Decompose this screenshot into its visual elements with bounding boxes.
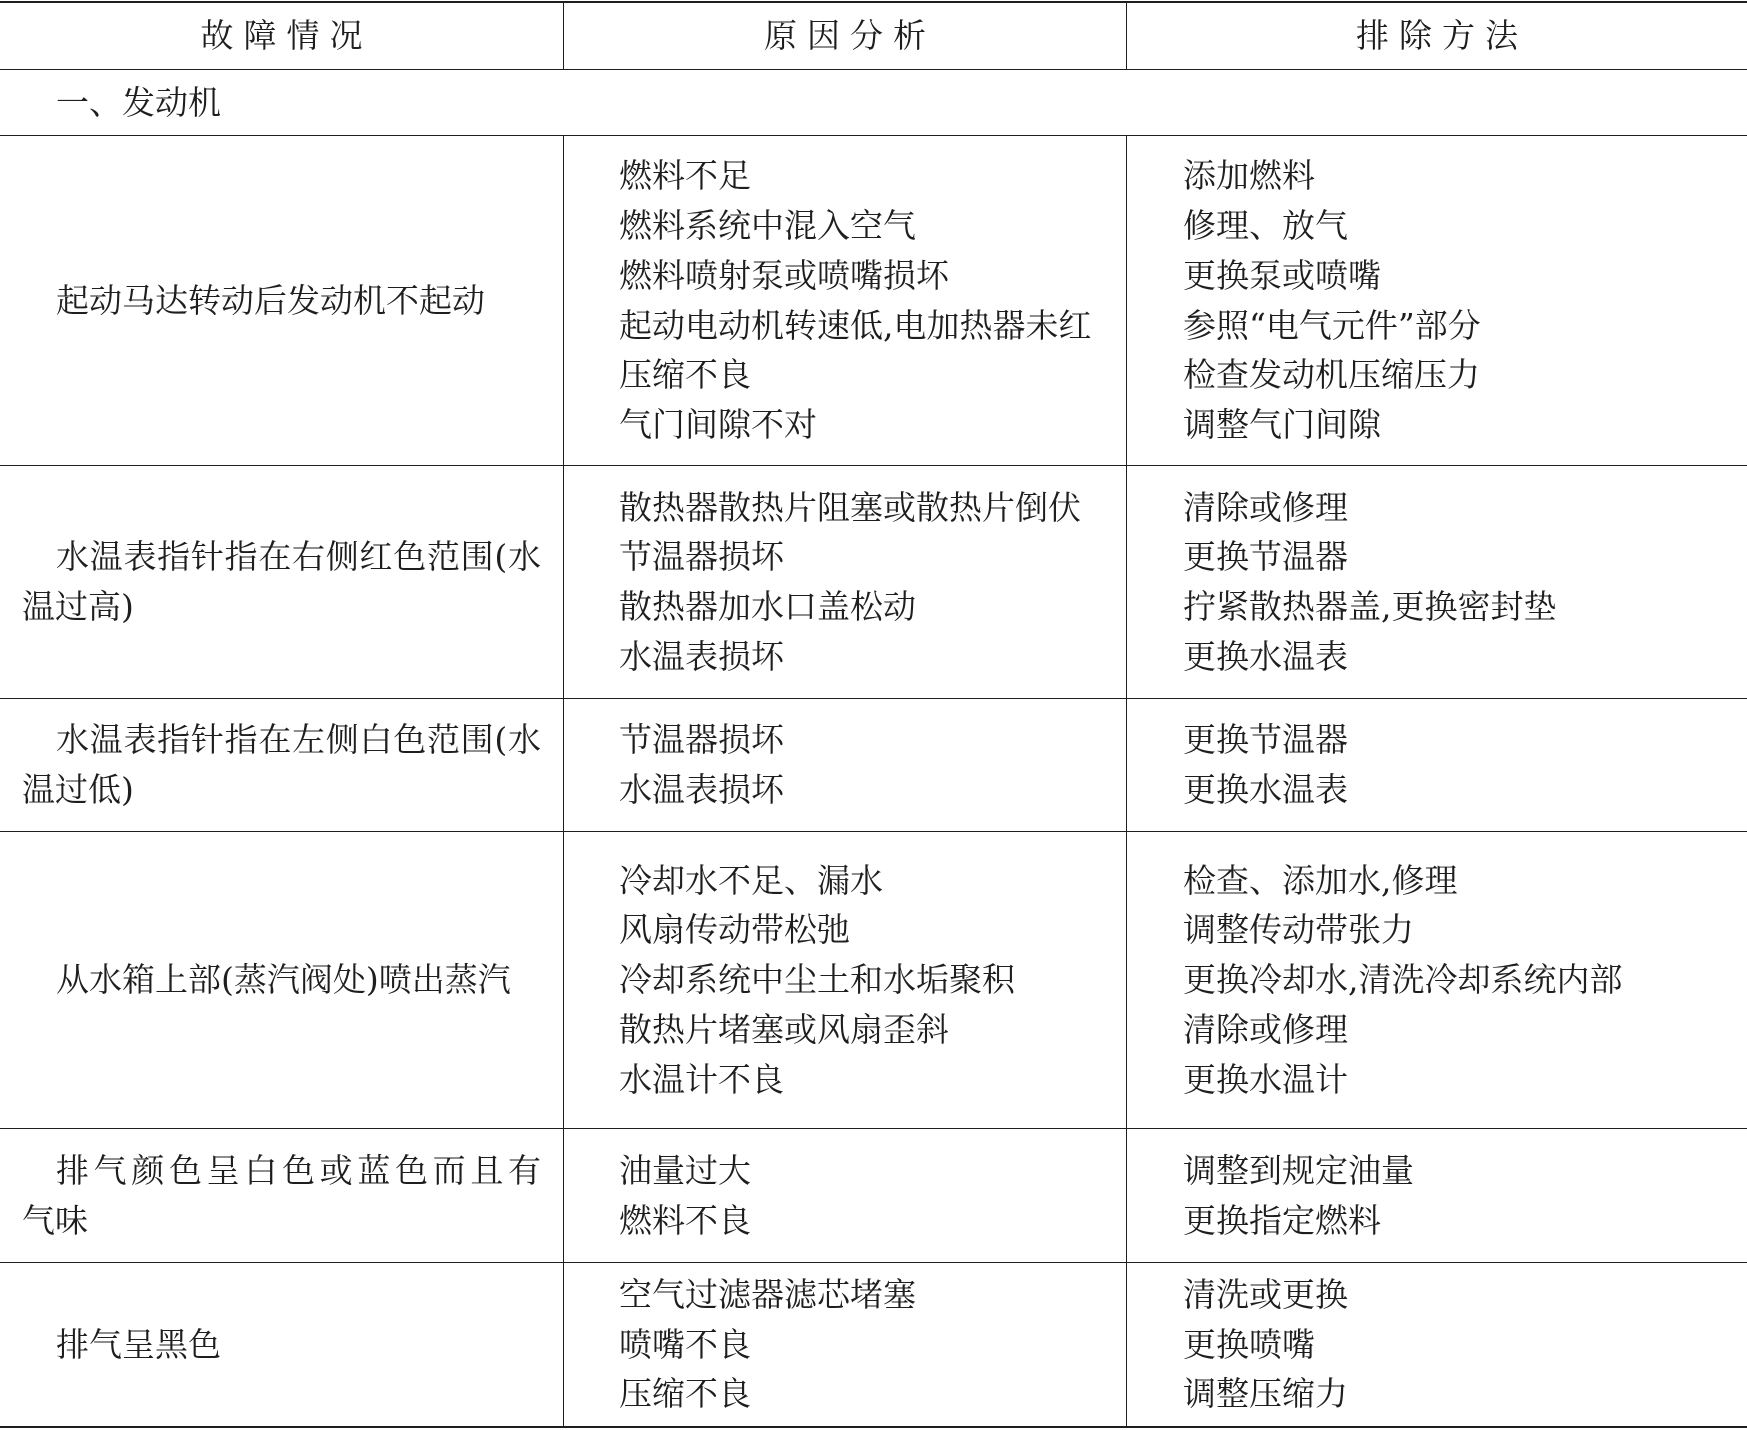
table-row: [0, 466, 1747, 699]
cause-cell: [564, 136, 1127, 465]
table-body: [0, 136, 1747, 1428]
table-row: [0, 832, 1747, 1129]
cause-item: 冷却系统中尘土和水垢聚积: [619, 960, 1015, 1000]
cause-item: 燃料不足: [619, 156, 751, 196]
remedy-cell: [1127, 832, 1747, 1128]
cause-item: 水温表损坏: [619, 770, 784, 809]
remedy-item: 修理、放气: [1183, 206, 1348, 246]
column-header-remedy-label: 排除方法: [1356, 16, 1528, 56]
remedy-item: 更换喷嘴: [1183, 1324, 1315, 1364]
fault-text: 从水箱上部(蒸汽阀处)喷出蒸汽: [56, 960, 511, 1000]
cause-cell: [564, 1129, 1127, 1262]
cause-item: 燃料喷射泵或喷嘴损坏: [619, 255, 949, 295]
section-title: 一、发动机: [56, 82, 221, 122]
table-row: [0, 1263, 1747, 1428]
column-header-fault: [0, 3, 564, 69]
column-header-remedy: [1127, 3, 1747, 69]
fault-text: 水温表指针指在左侧白色范围(水: [56, 720, 541, 760]
remedy-item: 调整到规定油量: [1183, 1150, 1414, 1190]
troubleshooting-table: [0, 1, 1747, 1428]
table-row: [0, 136, 1747, 466]
cause-item: 起动电动机转速低,电加热器未红: [619, 305, 1092, 345]
remedy-item: 清洗或更换: [1183, 1274, 1348, 1314]
cause-item: 喷嘴不良: [619, 1324, 751, 1364]
section-row: [0, 70, 1747, 136]
remedy-item: 参照“电气元件”部分: [1183, 305, 1481, 345]
table-header-row: [0, 3, 1747, 70]
cause-item: 散热器散热片阻塞或散热片倒伏: [619, 487, 1081, 527]
remedy-cell: [1127, 136, 1747, 465]
cause-item: 节温器损坏: [619, 720, 784, 760]
remedy-item: 检查、添加水,修理: [1183, 860, 1458, 900]
remedy-cell: [1127, 699, 1747, 831]
remedy-cell: [1127, 1129, 1747, 1262]
cause-item: 风扇传动带松弛: [619, 910, 850, 950]
fault-cell: [0, 832, 564, 1128]
column-header-cause-label: 原因分析: [764, 16, 936, 56]
fault-cell: [0, 699, 564, 831]
table-row: [0, 1129, 1747, 1263]
cause-item: 冷却水不足、漏水: [619, 860, 883, 900]
remedy-item: 更换水温计: [1183, 1059, 1348, 1099]
remedy-cell: [1127, 466, 1747, 698]
remedy-item: 检查发动机压缩压力: [1183, 355, 1480, 395]
remedy-item: 调整传动带张力: [1183, 910, 1414, 950]
remedy-item: 更换节温器: [1183, 720, 1348, 760]
cause-item: 气门间隙不对: [619, 404, 817, 444]
cause-item: 燃料不良: [619, 1200, 751, 1240]
fault-text: 排气颜色呈白色或蓝色而且有: [56, 1150, 541, 1190]
cause-item: 空气过滤器滤芯堵塞: [619, 1274, 916, 1314]
remedy-item: 添加燃料: [1183, 156, 1315, 196]
fault-cell: [0, 136, 564, 465]
fault-cell: [0, 1129, 564, 1262]
cause-item: 散热片堵塞或风扇歪斜: [619, 1009, 949, 1049]
remedy-item: 调整压缩力: [1183, 1374, 1348, 1414]
remedy-item: 拧紧散热器盖,更换密封垫: [1183, 587, 1557, 626]
cause-cell: [564, 1263, 1127, 1426]
column-header-fault-label: 故障情况: [200, 16, 373, 56]
cause-item: 油量过大: [619, 1150, 751, 1190]
fault-text: 温过低): [22, 770, 134, 809]
column-header-cause: [564, 3, 1127, 69]
fault-text: 起动马达转动后发动机不起动: [56, 280, 485, 320]
remedy-item: 更换水温表: [1183, 636, 1348, 676]
remedy-cell: [1127, 1263, 1747, 1426]
cause-item: 水温计不良: [619, 1059, 784, 1099]
cause-item: 散热器加水口盖松动: [619, 587, 916, 626]
table-row: [0, 699, 1747, 832]
remedy-item: 调整气门间隙: [1183, 404, 1381, 444]
remedy-item: 清除或修理: [1183, 487, 1348, 527]
remedy-item: 更换冷却水,清洗冷却系统内部: [1183, 960, 1623, 1000]
fault-text: 温过高): [22, 587, 134, 626]
fault-cell: [0, 1263, 564, 1426]
remedy-item: 更换节温器: [1183, 537, 1348, 577]
cause-item: 节温器损坏: [619, 537, 784, 577]
fault-text: 水温表指针指在右侧红色范围(水: [56, 537, 541, 577]
remedy-item: 更换泵或喷嘴: [1183, 255, 1381, 295]
fault-text: 排气呈黑色: [56, 1324, 221, 1364]
cause-cell: [564, 832, 1127, 1128]
cause-cell: [564, 466, 1127, 698]
cause-item: 水温表损坏: [619, 636, 784, 676]
remedy-item: 更换指定燃料: [1183, 1200, 1381, 1240]
cause-cell: [564, 699, 1127, 831]
cause-item: 压缩不良: [619, 1374, 751, 1414]
fault-text: 气味: [22, 1200, 88, 1240]
remedy-item: 更换水温表: [1183, 770, 1348, 809]
cause-item: 燃料系统中混入空气: [619, 206, 916, 246]
cause-item: 压缩不良: [619, 355, 751, 395]
section-cell: [0, 70, 1747, 135]
remedy-item: 清除或修理: [1183, 1009, 1348, 1049]
fault-cell: [0, 466, 564, 698]
